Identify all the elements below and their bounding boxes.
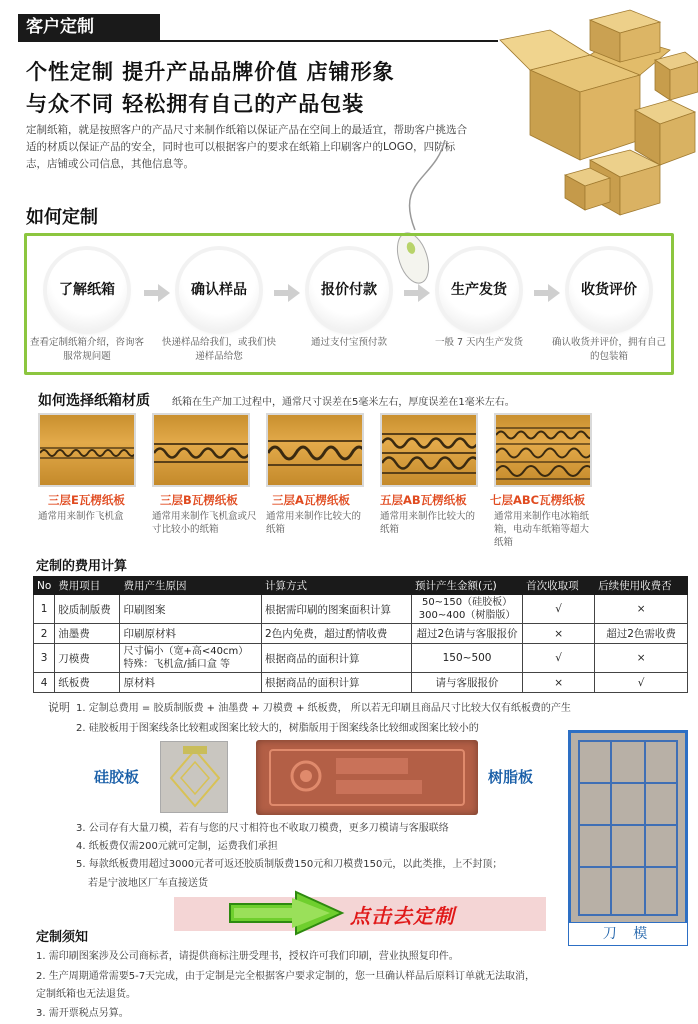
material-label-abc: 七层ABC瓦楞纸板: [490, 493, 586, 507]
step-desc-confirm: 快递样品给我们，或我们快递样品给您: [161, 337, 276, 362]
cell-no: 3: [34, 644, 55, 673]
table-row: [34, 624, 688, 644]
material-desc-e: 通常用来制作飞机盒: [38, 511, 124, 522]
material-label-a: 三层A瓦楞纸板: [272, 493, 350, 507]
note-3: 3. 公司存有大量刀模，若有与您的尺寸相符也不收取刀模费，更多刀模请与客服联络: [76, 823, 449, 834]
col-header-no: No: [34, 577, 55, 595]
section-header-custom: 客户定制: [18, 14, 160, 40]
material-image-ab: [380, 413, 478, 487]
section-title-materials: 如何选择纸箱材质: [38, 393, 150, 409]
header-divider: [18, 40, 498, 42]
green-arrow-icon[interactable]: [226, 888, 346, 938]
material-label-ab: 五层AB瓦楞纸板: [380, 493, 467, 507]
notice-line-1: 1. 需印刷图案涉及公司商标者，请提供商标注册受理书，授权许可我们印刷，营业执照复印件。: [36, 951, 459, 962]
col-header-later: 后续使用收费否: [595, 577, 688, 595]
step-circle-review: 收货评价: [569, 250, 649, 330]
resin-board-image: [256, 740, 478, 815]
cell-no: 4: [34, 673, 55, 693]
material-label-e: 三层E瓦楞纸板: [48, 493, 125, 507]
arrow-right-icon: [418, 284, 430, 302]
step-circle-quote: 报价付款: [309, 250, 389, 330]
step-desc-produce: 一般 7 天内生产发货: [434, 337, 524, 348]
die-cut-board-image: [568, 730, 688, 945]
cell-later: ×: [595, 595, 688, 624]
note-5: 5. 每款纸板费用超过3000元者可返还胶质制版费150元和刀模费150元，以此类推，上不封顶；: [76, 859, 503, 870]
notice-line-3: 3. 需开票税点另算。: [36, 1008, 129, 1019]
table-row: [34, 673, 688, 693]
cell-amount: 超过2色请与客服报价: [412, 624, 523, 644]
silicone-board-label: 硅胶板: [94, 768, 140, 786]
intro-text: 定制纸箱，就是按照客户的产品尺寸来制作纸箱以保证产品在空间上的最适宜，帮助客户挑选合适的材质以保证产品的安全，同时也可以根据客户的要求在纸箱上印刷客户的LOGO，四防标志，店铺或公司信息，其他信息等。: [26, 124, 467, 170]
cell-reason: 原材料: [120, 673, 262, 693]
step-circle-produce: 生产发货: [439, 250, 519, 330]
step-circle-learn: 了解纸箱: [47, 250, 127, 330]
cell-first: √: [523, 595, 595, 624]
cell-reason: 印刷图案: [120, 595, 262, 624]
col-header-item: 费用项目: [55, 577, 120, 595]
slogan-line-1: 个性定制 提升产品品牌价值 店铺形象: [26, 60, 395, 84]
cell-item: 胶质制版费: [55, 595, 120, 624]
materials-subtitle: 纸箱在生产加工过程中，通常尺寸误差在5毫米左右，厚度误差在1毫米左右。: [172, 397, 515, 408]
cta-button[interactable]: 点击去定制: [350, 904, 455, 928]
cell-no: 1: [34, 595, 55, 624]
note-5b: 若是宁波地区厂车直接送货: [88, 878, 208, 889]
cell-method: 根据商品的面积计算: [262, 673, 412, 693]
arrow-right-icon: [288, 284, 300, 302]
material-desc-a: 通常用来制作比较大的纸箱: [266, 511, 362, 535]
cell-method: 2色内免费，超过酌情收费: [262, 624, 412, 644]
note-1: 1. 定制总费用 = 胶质制版费 + 油墨费 + 刀模费 + 纸板费， 所以若无印刷且商品尺寸比较大仅有纸板费的产生: [76, 703, 571, 714]
cell-no: 2: [34, 624, 55, 644]
notice-line-2b: 定制纸箱也无法退货。: [36, 989, 136, 1000]
cell-later: √: [595, 673, 688, 693]
arrow-right-icon: [548, 284, 560, 302]
cell-item: 油墨费: [55, 624, 120, 644]
arrow-icon: [404, 290, 418, 296]
cell-first: ×: [523, 624, 595, 644]
material-desc-ab: 通常用来制作比较大的纸箱: [380, 511, 476, 535]
table-row: [34, 644, 688, 673]
arrow-icon: [534, 290, 548, 296]
cell-first: √: [523, 644, 595, 673]
section-title-how: 如何定制: [26, 207, 98, 228]
material-image-a: [266, 413, 364, 487]
notice-line-2: 2. 生产周期通常需要5-7天完成，由于定制是完全根据客户要求定制的，您一旦确认样品后原料订单就无法取消，: [36, 971, 536, 982]
step-desc-review: 确认收货并评价，拥有自己的包装箱: [551, 337, 666, 362]
arrow-right-icon: [158, 284, 170, 302]
material-desc-b: 通常用来制作飞机盒或尺寸比较小的纸箱: [152, 511, 257, 535]
cell-method: 根据需印刷的图案面积计算: [262, 595, 412, 624]
col-header-method: 计算方式: [262, 577, 412, 595]
cell-method: 根据商品的面积计算: [262, 644, 412, 673]
die-cut-label: 刀 模: [568, 922, 688, 946]
arrow-icon: [144, 290, 158, 296]
material-image-abc: [494, 413, 592, 487]
cardboard-boxes-illustration: [470, 0, 698, 220]
table-header-row: [34, 577, 688, 595]
material-image-b: [152, 413, 250, 487]
step-desc-quote: 通过支付宝预付款: [310, 337, 387, 348]
cell-later: ×: [595, 644, 688, 673]
step-desc-learn: 查看定制纸箱介绍，咨询客服常规问题: [29, 337, 144, 362]
cell-item: 纸板费: [55, 673, 120, 693]
note-4: 4. 纸板费仅需200元就可定制，运费我们承担: [76, 841, 278, 852]
cell-item: 刀模费: [55, 644, 120, 673]
cell-later: 超过2色需收费: [595, 624, 688, 644]
cell-amount: 请与客服报价: [412, 673, 523, 693]
table-row: [34, 595, 688, 624]
cell-amount: 50~150（硅胶板） 300~400（树脂版）: [412, 595, 523, 624]
notes-prefix: 说明: [48, 701, 70, 714]
resin-board-label: 树脂板: [488, 768, 534, 786]
col-header-amount: 预计产生金额(元): [412, 577, 523, 595]
slogan-line-2: 与众不同 轻松拥有自己的产品包装: [26, 92, 365, 116]
arrow-icon: [274, 290, 288, 296]
cell-reason: 尺寸偏小（宽+高<40cm） 特殊：飞机盒/插口盒 等: [120, 644, 262, 673]
col-header-first: 首次收取项: [523, 577, 595, 595]
material-desc-abc: 通常用来制作电冰箱纸箱，电动车纸箱等超大纸箱: [494, 511, 590, 548]
material-label-b: 三层B瓦楞纸板: [160, 493, 238, 507]
section-title-notice: 定制须知: [36, 930, 89, 945]
cell-reason: 印刷原材料: [120, 624, 262, 644]
fees-table: [33, 576, 688, 693]
silicone-board-image: [160, 741, 228, 813]
cell-first: ×: [523, 673, 595, 693]
col-header-reason: 费用产生原因: [120, 577, 262, 595]
process-panel: [24, 233, 674, 375]
step-circle-confirm: 确认样品: [179, 250, 259, 330]
cell-amount: 150~500: [412, 644, 523, 673]
section-title-fees: 定制的费用计算: [36, 559, 128, 574]
material-image-e: [38, 413, 136, 487]
note-2: 2. 硅胶板用于图案线条比较粗或图案比较大的，树脂版用于图案线条比较细或图案比较小的: [76, 723, 479, 734]
